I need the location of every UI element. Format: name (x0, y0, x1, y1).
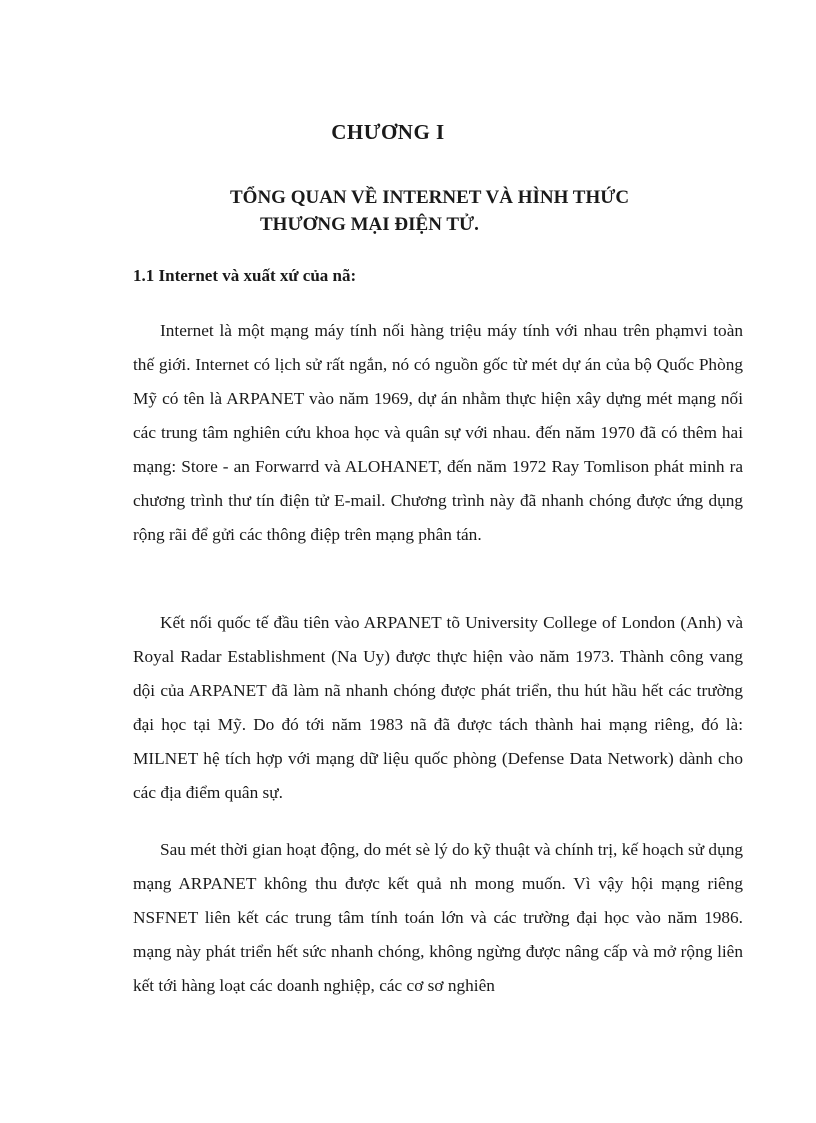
paragraph-2: Kết nối quốc tế đầu tiên vào ARPANET tõ University College of London (Anh) và Royal Radar Establishment (Na Uy) được thực hiện vào năm 1973. Thành công vang dội của ARPANET đã làm nã nhanh chóng được phát triển, thu hút hầu hết các trường đại học tại Mỹ. Do đó tới năm 1983 nã đã được tách thành hai mạng riêng, đó là: MILNET hệ tích hợp với mạng dữ liệu quốc phòng (Defense Data Network) dành cho các địa điểm quân sự. (133, 613, 743, 802)
main-title-line-2: THƯƠNG MẠI ĐIỆN TỬ. (260, 214, 479, 235)
paragraph-1: Internet là một mạng máy tính nối hàng triệu máy tính với nhau trên phạmvi toàn thế giới. Internet có lịch sử rất ngắn, nó có nguồn gốc từ mét dự án của bộ Quốc Phòng Mỹ có tên là ARPANET vào năm 1969, dự án nhằm thực hiện xây dựng mét mạng nối các trung tâm nghiên cứu khoa học và quân sự với nhau. đến năm 1970 đã có thêm hai mạng: Store - an Forwarrd và ALOHANET, đến năm 1972 Ray Tomlison phát minh ra chương trình thư tín điện tử E-mail. Chương trình này đã nhanh chóng được ứng dụng rộng rãi để gửi các thông điệp trên mạng phân tán. (133, 321, 743, 544)
main-title (230, 184, 710, 238)
section-heading: 1.1 Internet và xuất xứ của nã: (133, 266, 357, 285)
main-title-line-1: TỔNG QUAN VỀ INTERNET VÀ HÌNH THỨC (230, 187, 630, 208)
paragraph-3: Sau mét thời gian hoạt động, do mét sè lý do kỹ thuật và chính trị, kế hoạch sử dụng mạng ARPANET không thu được kết quả nh mong muốn. Vì vậy hội mạng riêng NSFNET liên kết các trung tâm tính toán lớn và các trường đại học vào năm 1986. mạng này phát triển hết sức nhanh chóng, không ngừng được nâng cấp và mở rộng liên kết tới hàng loạt các doanh nghiệp, các cơ sơ nghiên (133, 840, 743, 995)
chapter-title: CHƯƠNG I (331, 120, 445, 144)
